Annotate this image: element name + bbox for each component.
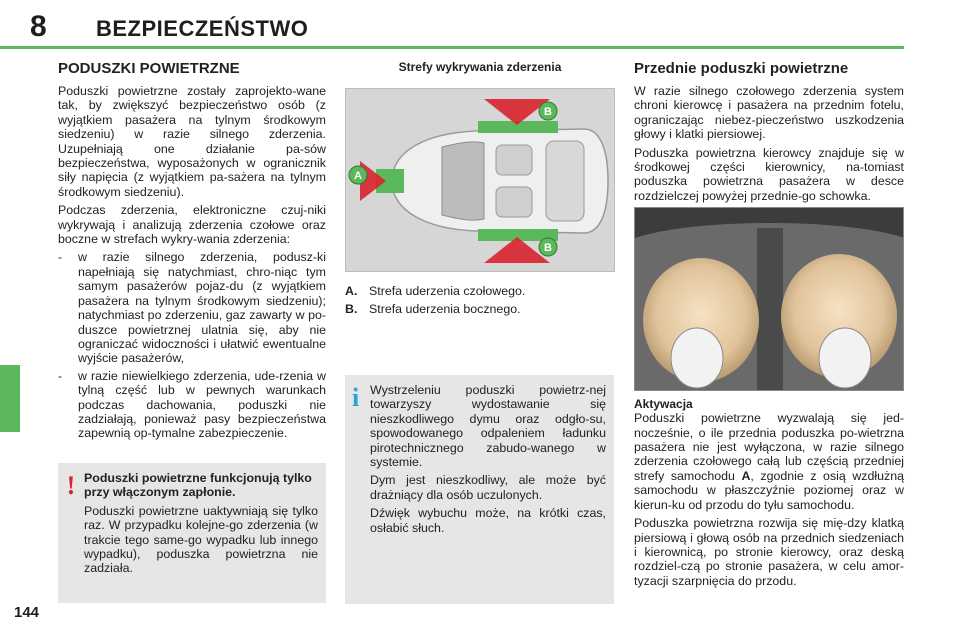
- crash-zones-section: [345, 60, 615, 318]
- intro-paragraph: Poduszki powietrzne zostały zaprojekto-wane tak, by zwiększyć bezpieczeństwo osób (z wyjątkiem pasażera na tylnym środkowym siedzeniu) w razie silnego zderzenia. Uzupełniają one działanie pa-sów bezpieczeństwa, wyposażonych w ogranicznik siły napięcia (z wyjątkiem pa-sażera na tylnym środkowym siedzeniu).: [58, 84, 326, 199]
- crash-cases-list: [58, 250, 326, 440]
- deployed-airbags-illustration: [635, 208, 904, 391]
- chapter-side-tab: [0, 365, 20, 432]
- header-rule: [0, 46, 904, 49]
- front-airbags-section: [634, 60, 904, 592]
- exclamation-icon: !: [66, 471, 76, 500]
- car-top-view-illustration: [346, 89, 615, 272]
- info-paragraph: Wystrzeleniu poduszki powietrz-nej towarzyszy wydostawanie się nieszkodliwego dymu oraz odgło-su, spowodowanego odpaleniem ładunku pirotechnicznego zabudo-wanego w systemie.: [370, 383, 606, 470]
- warning-box: [58, 463, 326, 603]
- windshield: [442, 142, 484, 220]
- airbag-location-paragraph: Poduszka powietrzna kierowcy znajduje się w środkowej części kierownicy, na-tomiast poduszka powietrzna pasażera w desce rozdzielczej powyżej przednie-go schowka.: [634, 145, 904, 203]
- info-box: [345, 375, 614, 604]
- legend-item: B. Strefa uderzenia bocznego.: [345, 302, 521, 316]
- front-seat: [496, 145, 532, 175]
- passenger-dummy-head: [819, 328, 871, 388]
- list-item: - w razie silnego zderzenia, podusz-ki napełniają się natychmiast, chro-niąc tym samym pasażerów pojaz-du (z wyjątkiem pasażera na tylnym środkowym siedzeniu); natychmiast po zderzeniu, gaz zawarty w po-duszce powietrznej ulatnia się, aby nie ograniczać widoczności i ułatwić ewentualne wyjście pasażerów,: [58, 250, 326, 366]
- info-paragraph: Dym jest nieszkodliwy, ale może być drażniący dla osób uczulonych.: [370, 473, 606, 502]
- section-title: PODUSZKI POWIETRZNE: [58, 60, 240, 77]
- center-pillar: [757, 228, 783, 391]
- section-title: Przednie poduszki powietrzne: [634, 60, 849, 77]
- crash-zones-diagram: [345, 88, 615, 272]
- zone-a-label: A: [354, 170, 362, 182]
- rear-seat: [546, 141, 584, 221]
- chapter-title: BEZPIECZEŃSTWO: [96, 16, 309, 41]
- diagram-legend: [345, 282, 615, 318]
- zone-b-label: B: [544, 242, 552, 254]
- page-number: 144: [14, 604, 40, 621]
- legend-item: A. Strefa uderzenia czołowego.: [345, 284, 526, 298]
- info-icon: i: [352, 383, 360, 412]
- deployment-paragraph: Poduszka powietrzna rozwija się mię-dzy klatką piersiową i głową osób na przednich siedzeniach i kierownicą, po stronie kierowcy, oraz deską rozdziel-czą po stronie pasażera, w celu amor-tyzacji szarpnięcia do przodu.: [634, 516, 904, 588]
- driver-dummy-head: [671, 328, 723, 388]
- front-seat: [496, 187, 532, 217]
- activation-paragraph: Poduszki powietrzne wyzwalają się jed-nocześnie, o ile przednia poduszka po-wietrzna pasażera nie jest wyłączona, w razie silnego zderzenia czołowego całą lub częścią przedniej strefy samochodu A, zgodnie z osią wzdłużną samochodu w płaszczyźnie poziomej oraz w kierun-ku od przodu do tyłu samochodu.: [634, 411, 904, 512]
- zone-b-label: B: [544, 106, 552, 118]
- activation-title: Aktywacja: [634, 397, 693, 412]
- list-item: - w razie niewielkiego zderzenia, ude-rzenia w tylną część lub w pewnych warunkach podczas dachowania, poduszki nie zadziałają, ponieważ pasy bezpieczeństwa zapewnią op-tymalne zabezpieczenie.: [58, 368, 326, 441]
- airbags-section: [58, 60, 326, 444]
- warning-headline: Poduszki powietrzne funkcjonują tylko przy włączonym zapłonie.: [84, 471, 312, 500]
- front-airbags-paragraph: W razie silnego czołowego zderzenia system chroni kierowcę i pasażera na przednim fotelu, ograniczając niebez-pieczeństwo uszkodzenia głowy i klatki piersiowej.: [634, 84, 904, 142]
- diagram-title: Strefy wykrywania zderzenia: [398, 60, 562, 74]
- warning-text: Poduszki powietrzne uaktywniają się tylko raz. W przypadku kolejne-go zderzenia (w trakcie tego same-go wypadku lub innego wypadku), poduszka powietrzna nie zadziała.: [84, 503, 318, 576]
- chapter-number: 8: [30, 10, 47, 43]
- sensors-paragraph: Podczas zderzenia, elektroniczne czuj-niki wykrywają i analizują zderzenia czołowe oraz boczne w strefach wykry-wania zderzenia:: [58, 203, 326, 247]
- front-airbags-photo: [634, 207, 904, 391]
- info-paragraph: Dźwięk wybuchu może, na krótki czas, osłabić słuch.: [370, 506, 606, 535]
